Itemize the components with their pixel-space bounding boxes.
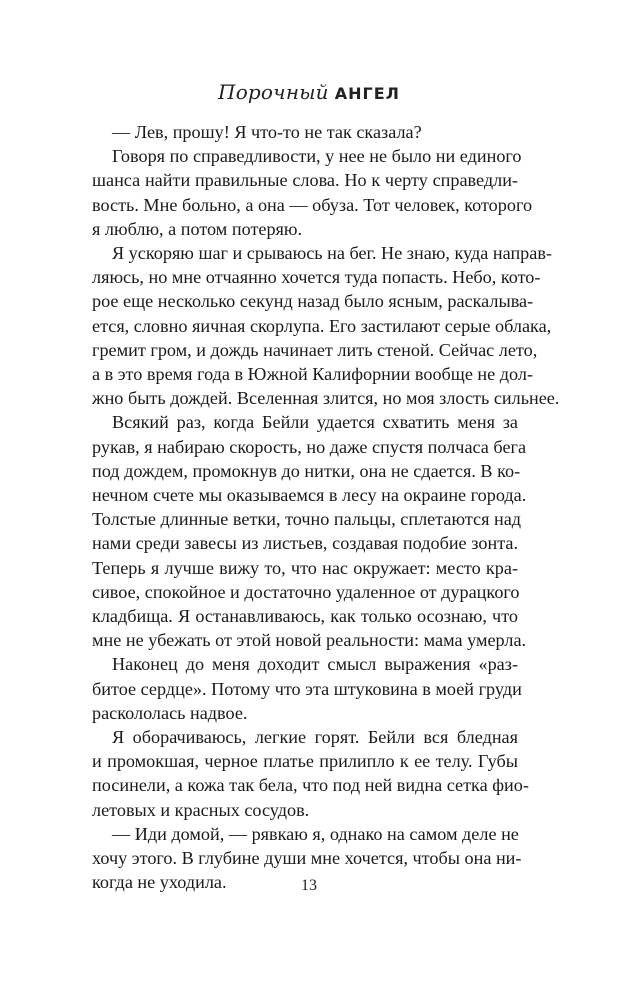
text-line: Теперь я лучше вижу то, что нас окружает: место кра- xyxy=(92,557,518,578)
text-line: кладбища. Я останавливаюсь, как только осознаю, что xyxy=(92,606,518,627)
paragraph xyxy=(92,120,518,144)
text-line: а в это время года в Южной Калифорнии вообще не дол- xyxy=(92,364,534,385)
text-line: Толстые длинные ветки, точно пальцы, сплетаются над xyxy=(92,509,522,530)
paragraph xyxy=(92,144,533,241)
text-line: нами среди завесы из листьев, создавая подобие зонта. xyxy=(92,533,518,554)
text-line: Я оборачиваюсь, легкие горят. Бейли вся бледная xyxy=(112,727,518,748)
text-line: ется, словно яичная скорлупа. Его застилают серые облака, xyxy=(92,315,552,336)
text-line: я люблю, а потом потеряю. xyxy=(92,218,303,239)
paragraph xyxy=(92,725,529,822)
text-line: гремит гром, и дождь начинает лить стеной. Сейчас лето, xyxy=(92,339,538,360)
text-line: раскололась надвое. xyxy=(92,702,248,723)
text-line: — Иди домой, — рявкаю я, однако на самом деле не xyxy=(112,823,519,844)
header-title-caps: АНГЕЛ xyxy=(334,84,400,103)
text-line: когда не уходила. xyxy=(92,872,227,893)
text-line: рукав, я набираю скорость, но даже спустя полчаса бега xyxy=(92,436,527,457)
text-line: Говоря по справедливости, у нее не было ни единого xyxy=(112,146,522,167)
body-text xyxy=(92,120,560,895)
text-line: жно быть дождей. Вселенная злится, но моя злость сильнее. xyxy=(92,388,560,409)
text-line: вость. Мне больно, а она — обуза. Тот человек, которого xyxy=(92,194,533,215)
text-line: ляюсь, но мне отчаянно хочется туда попасть. Небо, кото- xyxy=(92,267,541,288)
text-line: рое еще несколько секунд назад было ясным, раскалыва- xyxy=(92,291,534,312)
paragraph xyxy=(92,410,527,652)
text-line: шанса найти правильные слова. Но к черту справедли- xyxy=(92,170,518,191)
running-header xyxy=(0,80,618,104)
text-line: и промокшая, черное платье прилипло к ее телу. Губы xyxy=(92,751,518,772)
text-line: Наконец до меня доходит смысл выражения «раз- xyxy=(112,654,518,675)
text-line: Всякий раз, когда Бейли удается схватить меня за xyxy=(112,412,518,433)
page-number: 13 xyxy=(301,877,317,894)
text-line: мне не убежать от этой новой реальности: мама умерла. xyxy=(92,630,527,651)
header-title-script: Порочный xyxy=(218,80,329,104)
paragraph xyxy=(92,652,522,725)
text-line: битое сердце». Потому что эта штуковина в моей груди xyxy=(92,678,522,699)
text-line: нечном счете мы оказываемся в лесу на окраине города. xyxy=(92,485,527,506)
text-line: посинели, а кожа так бела, что под ней видна сетка фио- xyxy=(92,775,529,796)
text-line: — Лев, прошу! Я что-то не так сказала? xyxy=(112,122,422,142)
text-line: летовых и красных сосудов. xyxy=(92,799,310,820)
paragraph xyxy=(92,241,560,410)
text-line: Я ускоряю шаг и срываюсь на бег. Не знаю, куда направ- xyxy=(112,243,552,264)
text-line: сивое, спокойное и достаточно удаленное от дурацкого xyxy=(92,581,520,602)
text-line: хочу этого. В глубине души мне хочется, чтобы она ни- xyxy=(92,848,522,869)
text-line: под дождем, промокнув до нитки, она не сдается. В ко- xyxy=(92,460,521,481)
